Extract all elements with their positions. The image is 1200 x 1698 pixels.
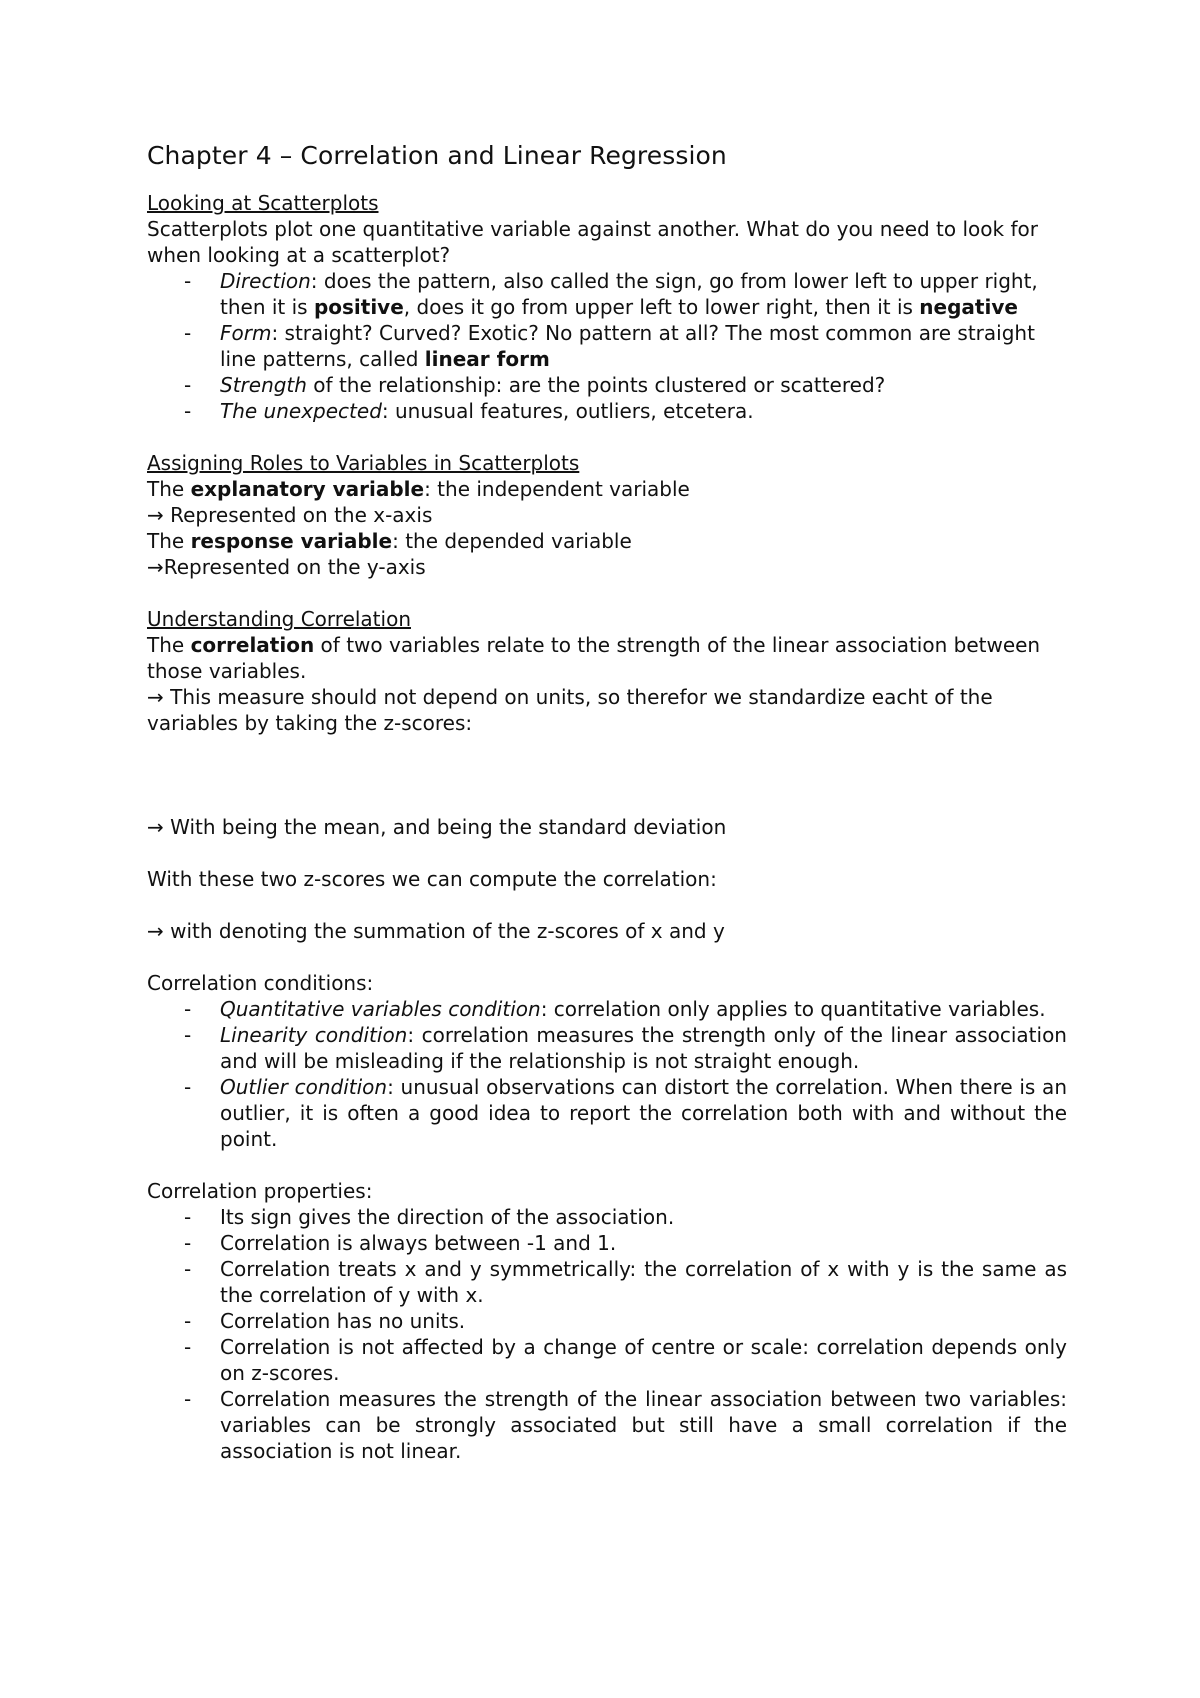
item-term: Quantitative variables condition [220,997,541,1021]
item-text: : unusual observations can distort the correlation. When there is an outlier, it is often a good idea to report the correlation both with and without the point. [220,1075,1067,1151]
standardize-note: → This measure should not depend on units, so therefor we standardize eacht of the variables by taking the z-scores: [147,685,993,735]
item-text: : correlation only applies to quantitative variables. [540,997,1046,1021]
bold-term: correlation [190,633,315,657]
formula-placeholder [147,736,1067,814]
item-text: of the relationship: are the points clustered or scattered? [306,373,886,397]
section-heading: Looking at Scatterplots [147,191,379,215]
list-item [147,320,1067,372]
properties-list [147,1204,1067,1464]
item-term: Strength [220,373,307,397]
item-term: The unexpected [220,399,382,423]
response-line [147,528,1067,554]
list-item: - Its sign gives the direction of the association. [147,1204,1067,1230]
item-text: : unusual features, outliers, etcetera. [381,399,754,423]
list-item [147,268,1067,320]
section-conditions [147,970,1067,1152]
compute-note: With these two z-scores we can compute the correlation: [147,867,717,891]
list-item: - Correlation treats x and y symmetrically: the correlation of x with y is the same as the correlation of y with x. [147,1256,1067,1308]
text: The [147,477,191,501]
y-axis-line: →Represented on the y-axis [147,555,426,579]
section-scatterplots [147,190,1067,424]
item-bold: positive [313,295,404,319]
item-text: , does it go from upper left to lower right, then it is [403,295,920,319]
text: of two variables relate to the strength of the linear association between those variables. [147,633,1041,683]
section-correlation [147,606,1067,944]
list-item: - Correlation measures the strength of the linear association between two variables: variables can be strongly associated but still have a small correlation if the association is not linear. [147,1386,1067,1464]
item-bold: linear form [424,347,550,371]
text: The [147,529,191,553]
section-heading: Correlation conditions: [147,971,374,995]
scatter-intro: Scatterplots plot one quantitative variable against another. What do you need to look for when looking at a scatterplot? [147,217,1038,267]
text: The [147,633,191,657]
x-axis-line: → Represented on the x-axis [147,503,433,527]
section-heading: Assigning Roles to Variables in Scatterplots [147,451,580,475]
list-item [147,1022,1067,1074]
item-bold: negative [919,295,1018,319]
list-item: - Correlation has no units. [147,1308,1067,1334]
scatter-list [147,268,1067,424]
page-title: Chapter 4 – Correlation and Linear Regression [147,141,727,170]
item-text: : straight? Curved? Exotic? No pattern at all? The most common are straight line patterns, called [220,321,1035,371]
item-text: : does the pattern, also called the sign, go from lower left to upper right, then it is [220,269,1038,319]
item-term: Outlier condition [220,1075,388,1099]
list-item [147,996,1067,1022]
section-properties [147,1178,1067,1464]
mean-note: → With being the mean, and being the standard deviation [147,815,727,839]
list-item [147,1074,1067,1152]
section-roles [147,450,1067,580]
summation-note: → with denoting the summation of the z-scores of x and y [147,919,725,943]
conditions-list [147,996,1067,1152]
section-heading: Correlation properties: [147,1179,373,1203]
text: : the independent variable [424,477,690,501]
correlation-definition [147,632,1067,684]
document-page [147,140,1067,1464]
item-text: : correlation measures the strength only of the linear association and will be misleading if the relationship is not straight enough. [220,1023,1067,1073]
text: : the depended variable [392,529,632,553]
list-item: - Correlation is always between -1 and 1. [147,1230,1067,1256]
bold-term: response variable [190,529,393,553]
explanatory-line [147,476,1067,502]
bold-term: explanatory variable [190,477,425,501]
list-item [147,398,1067,424]
item-term: Form [220,321,272,345]
item-term: Linearity condition [220,1023,408,1047]
item-term: Direction [220,269,311,293]
list-item: - Correlation is not affected by a change of centre or scale: correlation depends only on z-scores. [147,1334,1067,1386]
list-item [147,372,1067,398]
section-heading: Understanding Correlation [147,607,411,631]
